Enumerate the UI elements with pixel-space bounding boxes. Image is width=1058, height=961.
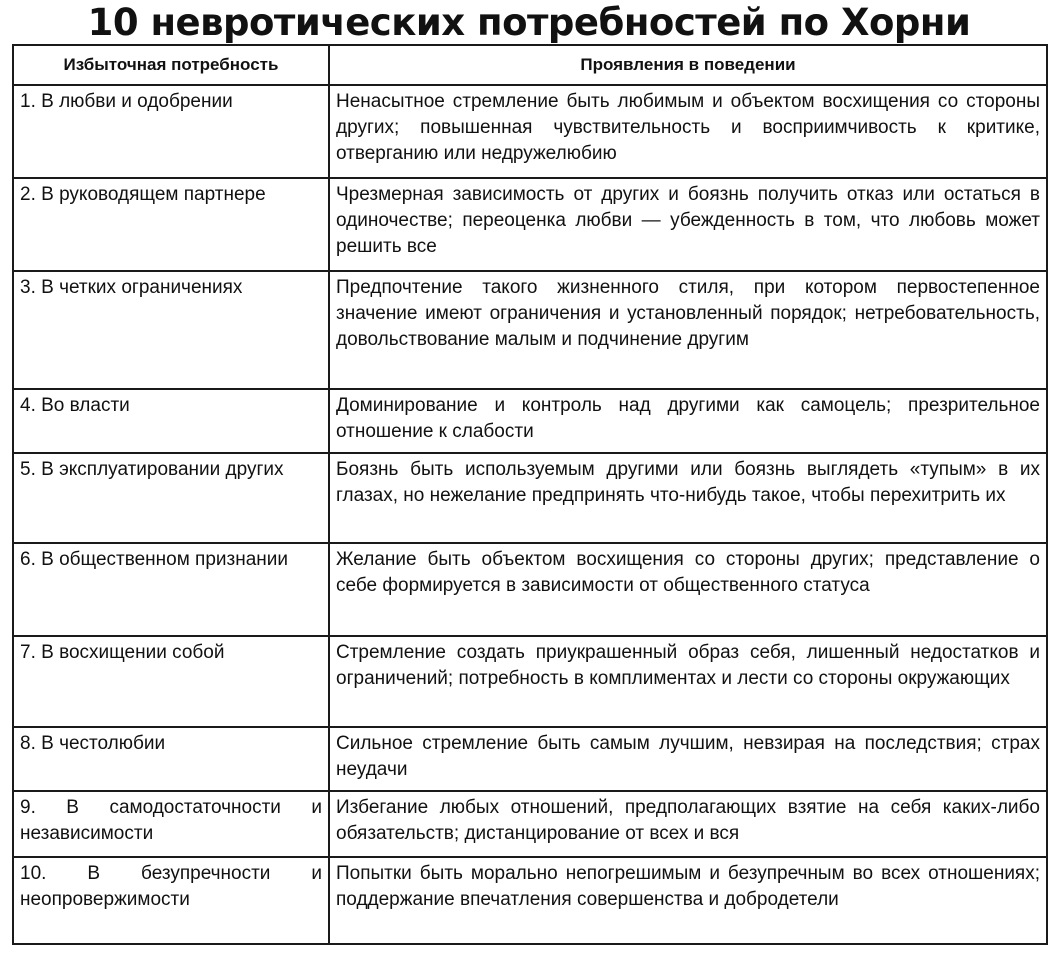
column-header-behavior: Проявления в поведении [329, 45, 1047, 85]
table-row [13, 178, 1047, 271]
table-row [13, 636, 1047, 727]
page-title: 10 невротических потребностей по Хорни [87, 1, 971, 44]
table-row [13, 85, 1047, 178]
behavior-cell: Ненасытное стремление быть любимым и объектом восхищения со стороны других; повышенная чувствительность и восприимчивость к критике, отверганию или недружелюбию [329, 85, 1047, 178]
need-cell: 10. В безупречности и неопровержимости [13, 857, 329, 944]
need-cell: 1. В любви и одобрении [13, 85, 329, 178]
need-cell: 9. В самодостаточности и независимости [13, 791, 329, 857]
need-cell: 5. В эксплуатировании других [13, 453, 329, 543]
table-row [13, 727, 1047, 791]
need-cell: 6. В общественном признании [13, 543, 329, 636]
behavior-cell: Избегание любых отношений, предполагающих взятие на себя каких-либо обязательств; дистанцирование от всех и вся [329, 791, 1047, 857]
needs-table [12, 44, 1048, 945]
table-row [13, 271, 1047, 389]
behavior-cell: Попытки быть морально непогрешимым и безупречным во всех отношениях; поддержание впечатления совершенства и добродетели [329, 857, 1047, 944]
behavior-cell: Предпочтение такого жизненного стиля, при котором первостепенное значение имеют ограничения и установленный порядок; нетребовательность, довольствование малым и подчинение другим [329, 271, 1047, 389]
table-row [13, 791, 1047, 857]
table-row [13, 389, 1047, 453]
behavior-cell: Стремление создать приукрашенный образ себя, лишенный недостатков и ограничений; потребность в комплиментах и лести со стороны окружающих [329, 636, 1047, 727]
need-cell: 8. В честолюбии [13, 727, 329, 791]
table-row [13, 857, 1047, 944]
behavior-cell: Желание быть объектом восхищения со стороны других; представление о себе формируется в зависимости от общественного статуса [329, 543, 1047, 636]
need-cell: 4. Во власти [13, 389, 329, 453]
need-cell: 2. В руководящем партнере [13, 178, 329, 271]
need-cell: 7. В восхищении собой [13, 636, 329, 727]
need-cell: 3. В четких ограничениях [13, 271, 329, 389]
behavior-cell: Сильное стремление быть самым лучшим, невзирая на последствия; страх неудачи [329, 727, 1047, 791]
behavior-cell: Чрезмерная зависимость от других и боязнь получить отказ или остаться в одиночестве; переоценка любви — убежденность в том, что любовь может решить все [329, 178, 1047, 271]
column-header-need: Избыточная потребность [13, 45, 329, 85]
table-row [13, 543, 1047, 636]
behavior-cell: Доминирование и контроль над другими как самоцель; презрительное отношение к слабости [329, 389, 1047, 453]
table-row [13, 453, 1047, 543]
table-header-row [13, 45, 1047, 85]
behavior-cell: Боязнь быть используемым другими или боязнь выглядеть «тупым» в их глазах, но нежелание предпринять что-нибудь такое, чтобы перехитрить их [329, 453, 1047, 543]
